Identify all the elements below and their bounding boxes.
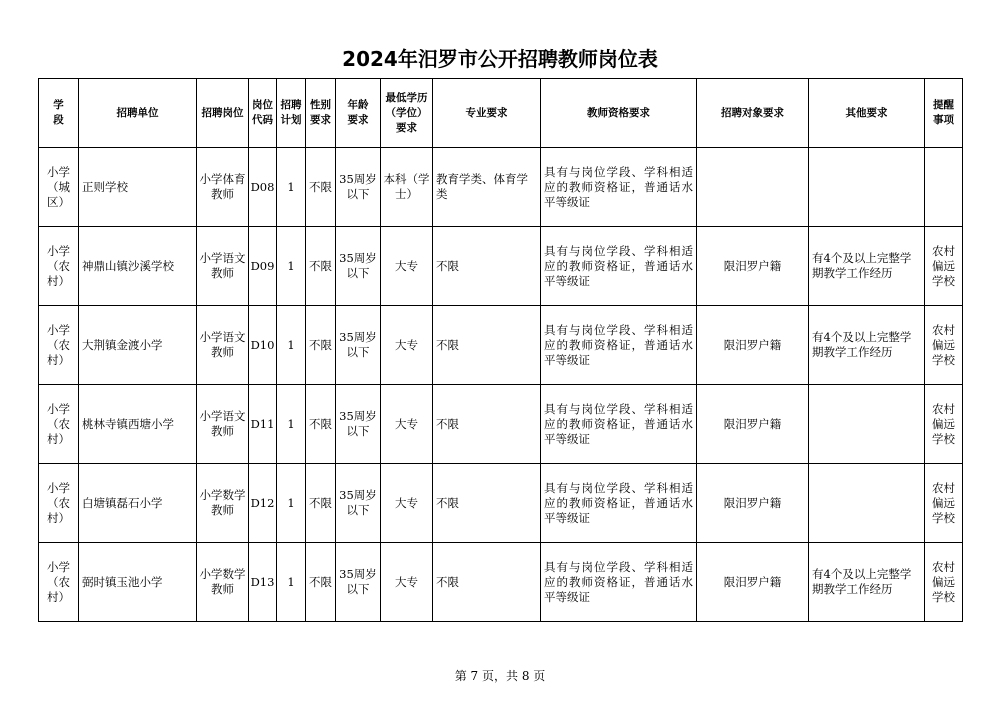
table-row (39, 543, 963, 622)
note-cell (925, 148, 963, 227)
header-stage-text: 学段 (53, 99, 64, 126)
education-cell (381, 306, 433, 385)
header-plan (277, 79, 306, 148)
major-cell: 不限 (433, 306, 541, 385)
header-target: 招聘对象要求 (697, 79, 809, 148)
age-cell (336, 385, 381, 464)
qualification-cell: 具有与岗位学段、学科相适应的教师资格证，普通话水平等级证 (541, 227, 697, 306)
table-row (39, 227, 963, 306)
position-text: 小学语文教师 (199, 251, 246, 280)
qualification-cell: 具有与岗位学段、学科相适应的教师资格证，普通话水平等级证 (541, 464, 697, 543)
plan-cell: 1 (277, 385, 306, 464)
note-text: 农村偏远学校 (931, 401, 955, 446)
stage-cell (39, 385, 79, 464)
note-cell (925, 227, 963, 306)
target-cell: 限汨罗户籍 (697, 306, 809, 385)
stage-text: 小学（农村） (46, 559, 70, 604)
plan-cell: 1 (277, 227, 306, 306)
education-text: 大专 (394, 337, 418, 352)
plan-cell: 1 (277, 306, 306, 385)
age-cell (336, 148, 381, 227)
unit-cell: 大荆镇金渡小学 (79, 306, 197, 385)
other-cell: 有4个及以上完整学期教学工作经历 (809, 306, 925, 385)
position-cell (197, 385, 249, 464)
age-cell (336, 227, 381, 306)
note-text: 农村偏远学校 (931, 322, 955, 367)
header-qualification: 教师资格要求 (541, 79, 697, 148)
age-text: 35周岁以下 (339, 488, 377, 517)
qualification-cell: 具有与岗位学段、学科相适应的教师资格证，普通话水平等级证 (541, 306, 697, 385)
education-cell (381, 543, 433, 622)
header-age (336, 79, 381, 148)
target-cell: 限汨罗户籍 (697, 464, 809, 543)
header-education (381, 79, 433, 148)
code-cell: D10 (249, 306, 277, 385)
position-text: 小学数学教师 (199, 488, 246, 517)
table-row (39, 306, 963, 385)
other-cell: 有4个及以上完整学期教学工作经历 (809, 543, 925, 622)
age-cell (336, 306, 381, 385)
stage-text: 小学（农村） (46, 480, 70, 525)
code-cell: D13 (249, 543, 277, 622)
plan-cell: 1 (277, 464, 306, 543)
position-cell (197, 306, 249, 385)
education-cell (381, 227, 433, 306)
header-position: 招聘岗位 (197, 79, 249, 148)
stage-cell (39, 464, 79, 543)
header-note (925, 79, 963, 148)
unit-cell: 神鼎山镇沙溪学校 (79, 227, 197, 306)
position-cell (197, 464, 249, 543)
stage-cell (39, 543, 79, 622)
header-gender-text: 性别要求 (309, 99, 331, 126)
age-text: 35周岁以下 (339, 172, 377, 201)
stage-text: 小学（农村） (46, 401, 70, 446)
unit-cell: 桃林寺镇西塘小学 (79, 385, 197, 464)
note-cell (925, 543, 963, 622)
note-cell (925, 385, 963, 464)
header-age-text: 年龄要求 (347, 99, 369, 126)
qualification-cell: 具有与岗位学段、学科相适应的教师资格证，普通话水平等级证 (541, 148, 697, 227)
code-cell: D08 (249, 148, 277, 227)
target-cell: 限汨罗户籍 (697, 543, 809, 622)
gender-cell: 不限 (306, 385, 336, 464)
age-text: 35周岁以下 (339, 567, 377, 596)
stage-text: 小学（农村） (46, 322, 70, 367)
stage-cell (39, 148, 79, 227)
table-row (39, 148, 963, 227)
document-title: 2024年汨罗市公开招聘教师岗位表 (342, 47, 658, 71)
header-unit: 招聘单位 (79, 79, 197, 148)
code-cell: D09 (249, 227, 277, 306)
education-text: 大专 (394, 416, 418, 431)
education-cell (381, 464, 433, 543)
position-cell (197, 148, 249, 227)
header-gender (306, 79, 336, 148)
target-cell (697, 148, 809, 227)
table-header-row (39, 79, 963, 148)
header-code (249, 79, 277, 148)
page-number: 第 7 页，共 8 页 (454, 669, 546, 683)
other-cell (809, 385, 925, 464)
qualification-cell: 具有与岗位学段、学科相适应的教师资格证，普通话水平等级证 (541, 543, 697, 622)
gender-cell: 不限 (306, 227, 336, 306)
unit-cell: 正则学校 (79, 148, 197, 227)
header-major: 专业要求 (433, 79, 541, 148)
gender-cell: 不限 (306, 306, 336, 385)
other-cell: 有4个及以上完整学期教学工作经历 (809, 227, 925, 306)
position-text: 小学语文教师 (199, 330, 246, 359)
stage-text: 小学（城区） (46, 164, 70, 209)
header-stage (39, 79, 79, 148)
education-cell (381, 385, 433, 464)
major-cell: 不限 (433, 543, 541, 622)
target-cell: 限汨罗户籍 (697, 385, 809, 464)
major-cell: 教育学类、体育学类 (433, 148, 541, 227)
gender-cell: 不限 (306, 464, 336, 543)
education-text: 本科（学士） (383, 172, 430, 201)
header-plan-text: 招聘计划 (280, 99, 302, 126)
stage-cell (39, 227, 79, 306)
gender-cell: 不限 (306, 543, 336, 622)
other-cell (809, 148, 925, 227)
position-cell (197, 543, 249, 622)
major-cell: 不限 (433, 385, 541, 464)
note-text: 农村偏远学校 (931, 480, 955, 525)
table-row (39, 464, 963, 543)
position-text: 小学语文教师 (199, 409, 246, 438)
age-text: 35周岁以下 (339, 409, 377, 438)
major-cell: 不限 (433, 464, 541, 543)
code-cell: D12 (249, 464, 277, 543)
gender-cell: 不限 (306, 148, 336, 227)
position-text: 小学体育教师 (199, 172, 246, 201)
position-text: 小学数学教师 (199, 567, 246, 596)
unit-cell: 弼时镇玉池小学 (79, 543, 197, 622)
age-cell (336, 464, 381, 543)
table-row (39, 385, 963, 464)
stage-text: 小学（农村） (46, 243, 70, 288)
note-cell (925, 464, 963, 543)
target-cell: 限汨罗户籍 (697, 227, 809, 306)
education-text: 大专 (394, 495, 418, 510)
note-text: 农村偏远学校 (931, 559, 955, 604)
age-text: 35周岁以下 (339, 251, 377, 280)
header-education-text: 最低学历（学位）要求 (385, 91, 428, 134)
other-cell (809, 464, 925, 543)
age-text: 35周岁以下 (339, 330, 377, 359)
age-cell (336, 543, 381, 622)
note-text: 农村偏远学校 (931, 243, 955, 288)
plan-cell: 1 (277, 148, 306, 227)
plan-cell: 1 (277, 543, 306, 622)
code-cell: D11 (249, 385, 277, 464)
header-note-text: 提醒事项 (932, 99, 954, 126)
position-cell (197, 227, 249, 306)
education-text: 大专 (394, 574, 418, 589)
header-code-text: 岗位代码 (251, 99, 273, 126)
qualification-cell: 具有与岗位学段、学科相适应的教师资格证，普通话水平等级证 (541, 385, 697, 464)
education-cell (381, 148, 433, 227)
stage-cell (39, 306, 79, 385)
unit-cell: 白塘镇磊石小学 (79, 464, 197, 543)
recruitment-table (38, 78, 963, 622)
major-cell: 不限 (433, 227, 541, 306)
note-cell (925, 306, 963, 385)
education-text: 大专 (394, 258, 418, 273)
header-other: 其他要求 (809, 79, 925, 148)
